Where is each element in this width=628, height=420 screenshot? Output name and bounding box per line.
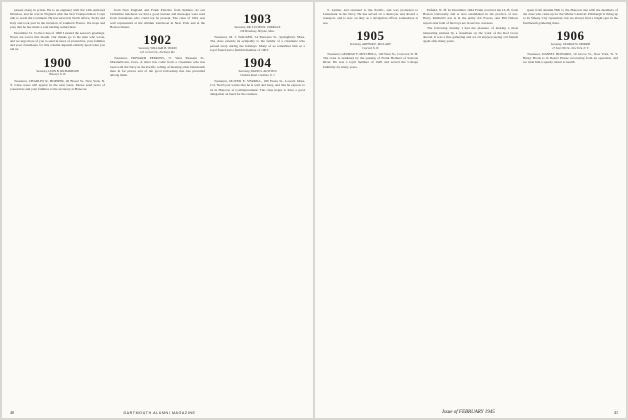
right-page-columns — [323, 8, 618, 408]
class-secretary: Secretary, DR. LUCIEN R. VORRACE — [234, 25, 281, 29]
column-text: Treasurer, GEORGE F. MITCHELL, 120 West St., Concord, N. H. The class is saddened by the passing of Frank Holland of Saxtons River. He was a loyal member of 1905 and served the College faithfully for many years. — [323, 52, 418, 69]
class-address: 198 Broadway, Holyoke, Mass. — [240, 29, 275, 33]
class-secretary: Secretary, WILLIAM H. WOOD — [138, 46, 177, 51]
right-page-footer — [323, 406, 618, 415]
right-page — [315, 2, 626, 418]
issue-date: Issue of FEBRUARY 1945 — [442, 410, 495, 415]
class-address: Concord, N. H. — [361, 46, 380, 50]
page-number: 41 — [613, 410, 618, 415]
column-text: Treasurer, DANIEL HOWARD, 19 Grove St., New York, N. Y. Henry Brock is in Dean's House recovering from an operation, and we wish him a speedy return to health. — [523, 52, 618, 65]
class-secretary: Secretary, GEORGE W. MORRIS — [550, 41, 591, 46]
class-secretary: Secretary, ARTHUR E. McCLARY — [349, 41, 392, 46]
magazine-spread — [2, 2, 626, 418]
column-text: Treasurer, HOWARD PERKINS, 71 West Pleasant St., Marshalltown, Iowa. A letter has come from a classmate who has been with the Navy in the Pacific, telling of meeting other Dartmouth men in far places and of the good fellowship that has prevailed among them. — [110, 56, 205, 78]
class-year-heading: 1905 — [356, 27, 385, 43]
column-text: Treasurer, M. J. WALKER, 54 Brewster St., Springfield, Mass. The class extends its sympathy to the family of a classmate who passed away during the holidays. Many of us remember him as a loyal friend and a faithful member of 1903. — [210, 35, 305, 52]
class-year-heading: 1906 — [556, 27, 585, 43]
left-page-columns — [10, 8, 305, 408]
class-address: Hanover, N. H. — [49, 73, 66, 77]
class-year-heading: 1903 — [243, 11, 272, 26]
page-number: 40 — [10, 410, 14, 415]
left-column-1 — [10, 8, 105, 408]
class-year-heading: 1900 — [43, 54, 72, 70]
right-column-1 — [323, 8, 418, 408]
column-text: passed along in action. He is an engineer with the 14th Armored Division, and he was in England with the first Transportation Corps unit to reach the Continent. He has served in North Africa, Sicily and Italy and took part in the invasion of southern France. We hope and pray that he has made a safe landing somewhere. — [10, 8, 105, 29]
class-year-heading: 1904 — [243, 55, 272, 71]
class-secretary: Secretary, DAVID S. AUSTIN II — [238, 69, 277, 74]
left-column-2 — [110, 8, 205, 408]
class-secretary: Secretary, LEON B. RICHARDSON — [36, 68, 79, 73]
left-column-3 — [210, 8, 305, 408]
column-text: The following Sunday I had the pleasure of hearing a most interesting address by a classmate on the work of the Red Cross abroad. It was a fine gathering and we all enjoyed seeing old friends again after many years. — [423, 26, 518, 43]
right-column-3 — [523, 8, 618, 408]
class-address: 27 East 39th St., New York, N. Y. — [552, 46, 589, 50]
magazine-title: DARTMOUTH ALUMNI MAGAZINE — [123, 411, 196, 415]
left-page-footer — [10, 406, 305, 415]
column-text: Treasurer, OLIVER E. VERRILL, 180 Essex St., Lowell, Mass. Col. Ned Lyon writes that he is well and busy, and that he expects to be in Hanover at Commencement. The class hopes to have a good delegation on hand for the reunion. — [210, 79, 305, 96]
class-address: Chatham Road, Chatham, N. J. — [239, 73, 276, 77]
column-text: December 31. To the Class of 1900 I extend the season's greetings. Notes are scarce this month. Our thanks go to the men who wrote, and we urge more of you to send in news of yourselves, your families and your classmates, for this column depends entirely upon what you tell us. — [10, 30, 105, 52]
right-column-2 — [423, 8, 518, 408]
class-year-heading: 1902 — [143, 32, 172, 48]
column-text: spent from Alumni Hall to the Hanover Inn with the members of the class who came up for the Winter Carnival. Pittsburgh is living up to its Smoky City reputation, but we always find a bright spot in the Dartmouth gathering there. — [523, 8, 618, 25]
column-text: Treasurer, CHARLES R. HORNER, 26 Broad St., New York, N. Y. Class notes will appear in the next issue. Please send news of yourselves and your families to the secretary at Hanover. — [10, 78, 105, 92]
column-text: Enfield, N. H. In December 1944 Frank received his LL.B. from Boston University and is now established in the practice of law. Harry Kimball's son is in the Army Air Forces, and Bill Nelson reports that both of his boys are in service overseas. — [423, 8, 518, 25]
class-address: 120 Crescent St., Portland, Me. — [139, 50, 176, 54]
column-text: T. Lyman, and returned to the Pacific, and was promoted to Lieutenant in the Navy. He has served on a destroyer and aboard a transport, and is now on duty as a navigation officer somewhere at sea. — [323, 8, 418, 25]
column-text: from New England and Frank Fletcher from Indiana. At our Christmas luncheon we had a good turnout and messages were read from classmates who could not be present. The class of 1901 was well represented at the Alumni Luncheon in New York and at the Boston dinner. — [110, 8, 205, 29]
left-page — [2, 2, 313, 418]
